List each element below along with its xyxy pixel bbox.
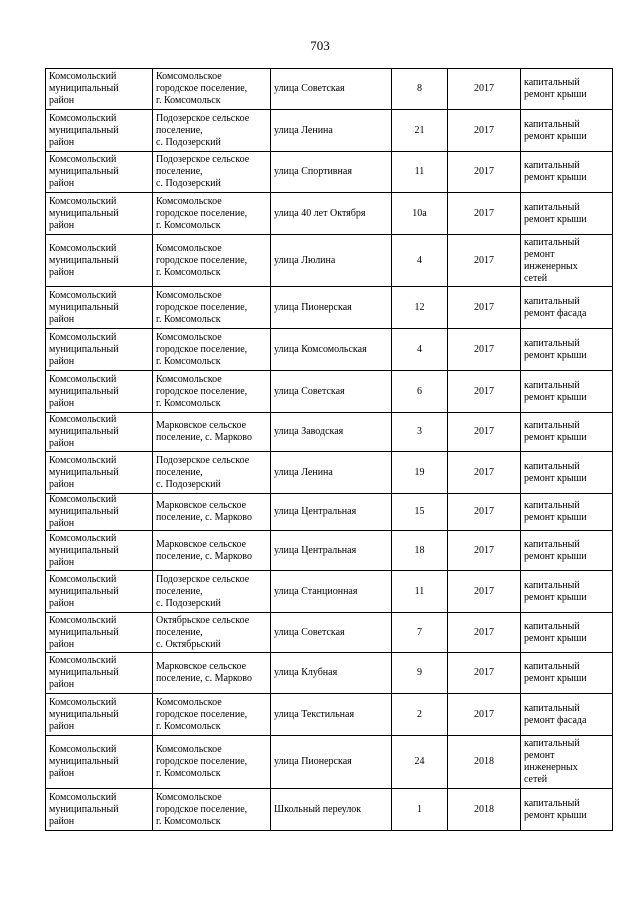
- street-cell-text: улица Центральная: [274, 544, 357, 556]
- year-cell: [448, 152, 521, 193]
- district-cell-text: Комсомольский муниципальный район: [49, 454, 119, 490]
- house-number-cell: [392, 110, 448, 152]
- work-type-cell-text: капитальный ремонт крыши: [524, 201, 587, 225]
- district-cell: [46, 235, 153, 287]
- table-row: [46, 613, 613, 653]
- district-cell-text: Комсомольский муниципальный район: [49, 242, 119, 278]
- district-cell: [46, 494, 153, 531]
- year-cell-text: 2017: [474, 343, 494, 355]
- house-number-cell: [392, 571, 448, 613]
- year-cell: [448, 531, 521, 571]
- street-cell-text: улица Клубная: [274, 667, 338, 678]
- street-cell-text: улица Советская: [274, 626, 345, 638]
- work-type-cell: [521, 736, 613, 789]
- table-row: [46, 531, 613, 571]
- settlement-cell-text: Комсомольское городское поселение, г. Комсомольск: [156, 696, 248, 732]
- house-number-cell-text: 4: [417, 343, 422, 355]
- year-cell: [448, 736, 521, 789]
- settlement-cell-text: Марковское сельское поселение, с. Марково: [156, 538, 252, 562]
- settlement-cell: [153, 571, 271, 613]
- work-type-cell: [521, 571, 613, 613]
- district-cell: [46, 110, 153, 152]
- year-cell-text: 2017: [474, 254, 494, 266]
- work-type-cell: [521, 69, 613, 110]
- house-number-cell-text: 15: [414, 506, 425, 517]
- house-number-cell-text: 12: [414, 301, 425, 313]
- table-row: [46, 413, 613, 452]
- work-type-cell: [521, 531, 613, 571]
- table-body: [46, 69, 613, 831]
- district-cell-text: Комсомольский муниципальный район: [49, 696, 119, 732]
- street-cell-text: улица Ленина: [274, 466, 333, 478]
- year-cell-text: 2017: [474, 708, 494, 720]
- year-cell: [448, 613, 521, 653]
- work-type-cell: [521, 110, 613, 152]
- settlement-cell-text: Подозерское сельское поселение, с. Подозерский: [156, 112, 250, 148]
- year-cell: [448, 193, 521, 235]
- street-cell: [271, 613, 392, 653]
- table-row: [46, 287, 613, 329]
- work-type-cell: [521, 613, 613, 653]
- table-row: [46, 571, 613, 613]
- district-cell: [46, 193, 153, 235]
- settlement-cell: [153, 235, 271, 287]
- street-cell-text: улица Текстильная: [274, 708, 355, 720]
- settlement-cell: [153, 110, 271, 152]
- work-type-cell-text: капитальный ремонт крыши: [524, 118, 587, 142]
- settlement-cell: [153, 371, 271, 413]
- settlement-cell: [153, 653, 271, 694]
- year-cell-text: 2017: [474, 83, 494, 94]
- house-number-cell-text: 11: [414, 585, 425, 597]
- street-cell-text: улица 40 лет Октября: [274, 207, 366, 219]
- house-number-cell: [392, 494, 448, 531]
- street-cell-text: улица Советская: [274, 83, 345, 94]
- house-number-cell-text: 24: [414, 756, 425, 767]
- house-number-cell: [392, 371, 448, 413]
- work-type-cell: [521, 371, 613, 413]
- district-cell: [46, 69, 153, 110]
- district-cell-text: Комсомольский муниципальный район: [49, 614, 119, 650]
- work-type-cell: [521, 193, 613, 235]
- year-cell: [448, 571, 521, 613]
- work-type-cell-text: капитальный ремонт крыши: [524, 661, 587, 684]
- settlement-cell-text: Комсомольское городское поселение, г. Комсомольск: [156, 289, 248, 325]
- year-cell-text: 2018: [474, 803, 494, 815]
- house-number-cell: [392, 69, 448, 110]
- district-cell-text: Комсомольский муниципальный район: [49, 532, 119, 568]
- street-cell: [271, 413, 392, 452]
- work-type-cell: [521, 452, 613, 494]
- year-cell: [448, 371, 521, 413]
- district-cell-text: Комсомольский муниципальный район: [49, 791, 119, 827]
- district-cell: [46, 329, 153, 371]
- settlement-cell: [153, 152, 271, 193]
- house-number-cell-text: 11: [414, 166, 425, 177]
- house-number-cell-text: 7: [417, 626, 422, 638]
- work-type-cell: [521, 152, 613, 193]
- work-type-cell-text: капитальный ремонт крыши: [524, 77, 587, 100]
- work-type-cell: [521, 494, 613, 531]
- settlement-cell: [153, 287, 271, 329]
- work-type-cell: [521, 287, 613, 329]
- year-cell-text: 2017: [474, 544, 494, 556]
- district-cell: [46, 694, 153, 736]
- district-cell-text: Комсомольский муниципальный район: [49, 71, 119, 106]
- street-cell: [271, 235, 392, 287]
- work-type-cell-text: капитальный ремонт крыши: [524, 460, 587, 484]
- work-type-cell: [521, 413, 613, 452]
- street-cell-text: улица Люлина: [274, 254, 336, 266]
- work-type-cell-text: капитальный ремонт фасада: [524, 295, 587, 319]
- table-row: [46, 694, 613, 736]
- table-row: [46, 789, 613, 831]
- district-cell: [46, 789, 153, 831]
- street-cell: [271, 69, 392, 110]
- house-number-cell-text: 1: [417, 803, 422, 815]
- year-cell: [448, 789, 521, 831]
- year-cell: [448, 110, 521, 152]
- street-cell: [271, 789, 392, 831]
- year-cell: [448, 494, 521, 531]
- settlement-cell: [153, 736, 271, 789]
- street-cell: [271, 571, 392, 613]
- house-number-cell-text: 2: [417, 708, 422, 720]
- district-cell: [46, 613, 153, 653]
- work-type-cell-text: капитальный ремонт крыши: [524, 420, 587, 443]
- district-cell-text: Комсомольский муниципальный район: [49, 494, 119, 529]
- district-cell-text: Комсомольский муниципальный район: [49, 154, 119, 189]
- house-number-cell-text: 10а: [412, 207, 427, 219]
- district-cell: [46, 736, 153, 789]
- work-type-cell-text: капитальный ремонт крыши: [524, 337, 587, 361]
- year-cell-text: 2017: [474, 466, 494, 478]
- district-cell: [46, 152, 153, 193]
- house-number-cell: [392, 329, 448, 371]
- settlement-cell: [153, 531, 271, 571]
- house-number-cell-text: 21: [414, 124, 425, 136]
- district-cell: [46, 653, 153, 694]
- settlement-cell-text: Комсомольское городское поселение, г. Комсомольск: [156, 744, 248, 779]
- year-cell-text: 2017: [474, 667, 494, 678]
- house-number-cell: [392, 694, 448, 736]
- work-type-cell-text: капитальный ремонт крыши: [524, 500, 587, 523]
- street-cell-text: улица Спортивная: [274, 166, 352, 177]
- house-number-cell: [392, 613, 448, 653]
- year-cell: [448, 235, 521, 287]
- year-cell-text: 2018: [474, 756, 494, 767]
- settlement-cell: [153, 452, 271, 494]
- house-number-cell-text: 9: [417, 667, 422, 678]
- work-type-cell: [521, 235, 613, 287]
- house-number-cell: [392, 452, 448, 494]
- street-cell-text: улица Ленина: [274, 124, 333, 136]
- street-cell-text: улица Центральная: [274, 506, 357, 517]
- street-cell: [271, 193, 392, 235]
- table-row: [46, 329, 613, 371]
- house-number-cell: [392, 193, 448, 235]
- house-number-cell-text: 6: [417, 385, 422, 397]
- year-cell-text: 2017: [474, 506, 494, 517]
- district-cell-text: Комсомольский муниципальный район: [49, 573, 119, 609]
- house-number-cell: [392, 152, 448, 193]
- table-row: [46, 736, 613, 789]
- work-type-cell: [521, 789, 613, 831]
- year-cell: [448, 287, 521, 329]
- house-number-cell-text: 4: [417, 254, 422, 266]
- table-row: [46, 494, 613, 531]
- district-cell-text: Комсомольский муниципальный район: [49, 373, 119, 409]
- settlement-cell-text: Комсомольское городское поселение, г. Комсомольск: [156, 195, 248, 231]
- year-cell-text: 2017: [474, 124, 494, 136]
- street-cell-text: улица Станционная: [274, 585, 358, 597]
- district-cell-text: Комсомольский муниципальный район: [49, 744, 119, 779]
- district-cell-text: Комсомольский муниципальный район: [49, 414, 119, 449]
- district-cell: [46, 413, 153, 452]
- work-type-cell: [521, 653, 613, 694]
- house-number-cell: [392, 235, 448, 287]
- house-number-cell: [392, 789, 448, 831]
- street-cell-text: улица Пионерская: [274, 301, 352, 313]
- table-row: [46, 235, 613, 287]
- year-cell-text: 2017: [474, 385, 494, 397]
- repair-schedule-table: [45, 68, 613, 831]
- street-cell: [271, 329, 392, 371]
- settlement-cell-text: Подозерское сельское поселение, с. Подозерский: [156, 154, 250, 189]
- year-cell-text: 2017: [474, 426, 494, 437]
- house-number-cell: [392, 653, 448, 694]
- street-cell: [271, 653, 392, 694]
- table-row: [46, 452, 613, 494]
- settlement-cell-text: Марковское сельское поселение, с. Марково: [156, 420, 252, 443]
- house-number-cell: [392, 736, 448, 789]
- settlement-cell-text: Октябрьское сельское поселение, с. Октябрьский: [156, 614, 250, 650]
- street-cell: [271, 287, 392, 329]
- year-cell-text: 2017: [474, 166, 494, 177]
- year-cell: [448, 694, 521, 736]
- street-cell-text: Школьный переулок: [274, 803, 362, 815]
- settlement-cell-text: Подозерское сельское поселение, с. Подозерский: [156, 454, 250, 490]
- page-number: 703: [310, 38, 330, 53]
- house-number-cell: [392, 531, 448, 571]
- settlement-cell: [153, 694, 271, 736]
- work-type-cell-text: капитальный ремонт крыши: [524, 379, 587, 403]
- work-type-cell-text: капитальный ремонт инженерных сетей: [524, 236, 580, 284]
- district-cell-text: Комсомольский муниципальный район: [49, 112, 119, 148]
- house-number-cell: [392, 413, 448, 452]
- house-number-cell-text: 3: [417, 426, 422, 437]
- year-cell-text: 2017: [474, 207, 494, 219]
- table-row: [46, 653, 613, 694]
- street-cell: [271, 694, 392, 736]
- work-type-cell-text: капитальный ремонт крыши: [524, 620, 587, 644]
- settlement-cell-text: Комсомольское городское поселение, г. Комсомольск: [156, 71, 248, 106]
- street-cell-text: улица Заводская: [274, 426, 344, 437]
- district-cell: [46, 531, 153, 571]
- street-cell: [271, 152, 392, 193]
- street-cell: [271, 531, 392, 571]
- table-row: [46, 110, 613, 152]
- district-cell: [46, 452, 153, 494]
- street-cell-text: улица Комсомольская: [274, 343, 367, 355]
- settlement-cell: [153, 193, 271, 235]
- settlement-cell: [153, 613, 271, 653]
- house-number-cell: [392, 287, 448, 329]
- work-type-cell: [521, 329, 613, 371]
- work-type-cell-text: капитальный ремонт инженерных сетей: [524, 738, 580, 785]
- year-cell: [448, 413, 521, 452]
- street-cell-text: улица Пионерская: [274, 756, 352, 767]
- district-cell: [46, 287, 153, 329]
- street-cell: [271, 736, 392, 789]
- district-cell-text: Комсомольский муниципальный район: [49, 195, 119, 231]
- settlement-cell: [153, 69, 271, 110]
- district-cell-text: Комсомольский муниципальный район: [49, 331, 119, 367]
- year-cell: [448, 452, 521, 494]
- street-cell-text: улица Советская: [274, 385, 345, 397]
- table-row: [46, 193, 613, 235]
- year-cell: [448, 653, 521, 694]
- house-number-cell-text: 8: [417, 83, 422, 94]
- street-cell: [271, 371, 392, 413]
- street-cell: [271, 452, 392, 494]
- table-row: [46, 69, 613, 110]
- settlement-cell: [153, 413, 271, 452]
- district-cell: [46, 371, 153, 413]
- table-row: [46, 371, 613, 413]
- year-cell: [448, 69, 521, 110]
- district-cell: [46, 571, 153, 613]
- street-cell: [271, 110, 392, 152]
- settlement-cell-text: Марковское сельское поселение, с. Марково: [156, 500, 252, 523]
- year-cell: [448, 329, 521, 371]
- year-cell-text: 2017: [474, 301, 494, 313]
- work-type-cell-text: капитальный ремонт крыши: [524, 797, 587, 821]
- district-cell-text: Комсомольский муниципальный район: [49, 289, 119, 325]
- house-number-cell-text: 19: [414, 466, 425, 478]
- settlement-cell-text: Подозерское сельское поселение, с. Подозерский: [156, 573, 250, 609]
- house-number-cell-text: 18: [414, 544, 425, 556]
- work-type-cell-text: капитальный ремонт крыши: [524, 160, 587, 183]
- table-row: [46, 152, 613, 193]
- work-type-cell: [521, 694, 613, 736]
- settlement-cell-text: Комсомольское городское поселение, г. Комсомольск: [156, 373, 248, 409]
- district-cell-text: Комсомольский муниципальный район: [49, 655, 119, 690]
- settlement-cell-text: Марковское сельское поселение, с. Марково: [156, 661, 252, 684]
- work-type-cell-text: капитальный ремонт фасада: [524, 702, 587, 726]
- settlement-cell: [153, 789, 271, 831]
- work-type-cell-text: капитальный ремонт крыши: [524, 579, 587, 603]
- settlement-cell-text: Комсомольское городское поселение, г. Комсомольск: [156, 242, 248, 278]
- year-cell-text: 2017: [474, 585, 494, 597]
- work-type-cell-text: капитальный ремонт крыши: [524, 538, 587, 562]
- settlement-cell: [153, 329, 271, 371]
- settlement-cell: [153, 494, 271, 531]
- street-cell: [271, 494, 392, 531]
- settlement-cell-text: Комсомольское городское поселение, г. Комсомольск: [156, 791, 248, 827]
- year-cell-text: 2017: [474, 626, 494, 638]
- settlement-cell-text: Комсомольское городское поселение, г. Комсомольск: [156, 331, 248, 367]
